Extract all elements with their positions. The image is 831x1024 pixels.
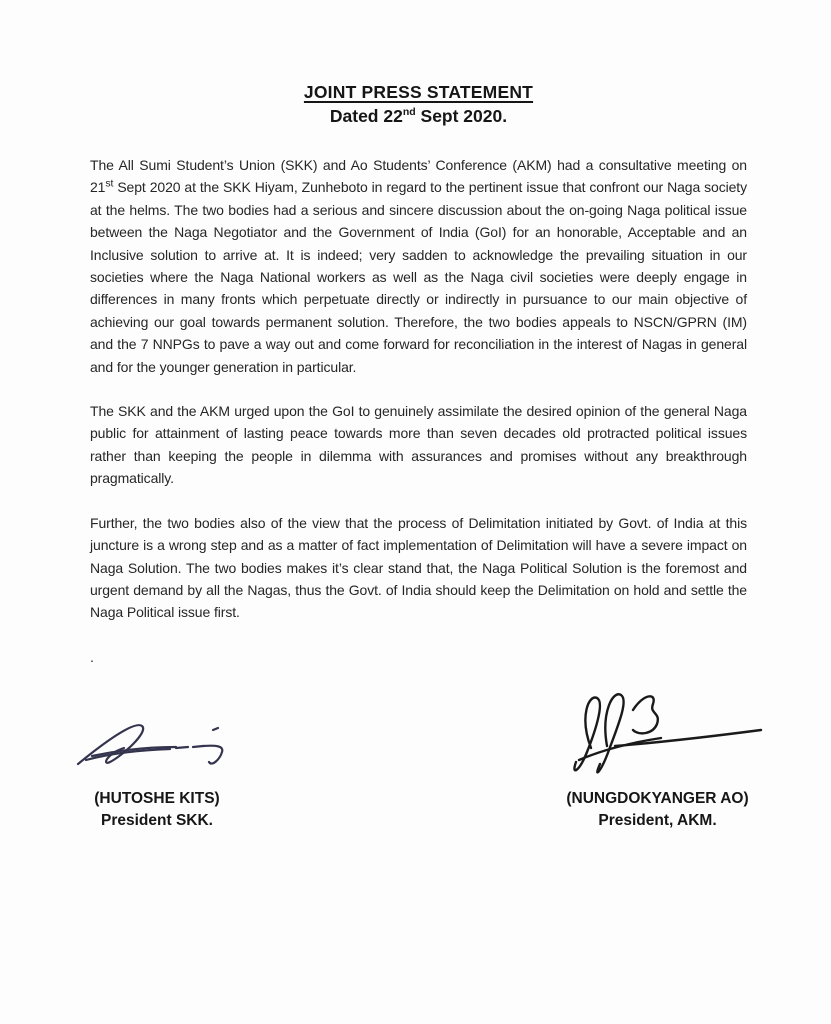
signature-block-akm — [540, 686, 775, 832]
signature-ink-hutoshe — [72, 712, 242, 782]
signatory-name-right: (NUNGDOKYANGER AO) — [566, 790, 749, 807]
document-body — [90, 80, 747, 668]
paragraph-1-ordinal-superscript: st — [105, 177, 114, 190]
paragraph-2: The SKK and the AKM urged upon the GoI to genuinely assimilate the desired opinion of the general Naga public for attainment of lasting peace towards more than seven decades old protracted political issues rather than keeping the people in dilemma with assurances and promises without any breakthrough pragmatically. — [90, 403, 747, 487]
paragraph-3: Further, the two bodies also of the view that the process of Delimitation initiated by Govt. of India at this juncture is a wrong step and as a matter of fact implementation of Delimitation will have a severe impact on Naga Solution. The two bodies makes it’s clear stand that, the Naga Political Solution is the foremost and urgent demand by all the Nagas, thus the Govt. of India should keep the Delimitation on hold and settle the Naga Political issue first. — [90, 514, 747, 621]
signature-ink-nungdokyanger — [549, 686, 767, 782]
signatory-title-right: President, AKM. — [598, 812, 717, 829]
date-suffix: Sept 2020. — [415, 106, 508, 126]
paragraph-1-text-start: The All Sumi Student’s Union (SKK) and Ao Students’ Conference (AKM) had a consultative meeting on 21 — [90, 157, 747, 196]
statement-text — [90, 154, 747, 668]
document-title — [90, 80, 747, 104]
date-ordinal-superscript: nd — [402, 106, 416, 119]
signatory-title-left: President SKK. — [101, 812, 213, 829]
document-date — [90, 104, 747, 128]
signature-block-skk — [62, 712, 252, 832]
stray-period: . — [90, 648, 94, 665]
paragraph-1 — [90, 154, 747, 378]
paragraph-1-text-end: Sept 2020 at the SKK Hiyam, Zunheboto in regard to the pertinent issue that confront our Naga society at the helms. The two bodies had a serious and sincere discussion about the on-going Naga political issue between the Naga Negotiator and the Government of India (GoI) for an honorable, Acceptable and an Inclusive solution to arrive at. It is indeed; very sadden to acknowledge the prevailing situation in our societies where the Naga National workers as well as the Naga civil societies were deeply engage in differences in many fronts which perpetuate directly or indirectly in pursuance to our main objective of achieving our goal towards permanent solution. Therefore, the two bodies appeals to NSCN/GPRN (IM) and the 7 NNPGs to pave a way out and come forward for reconciliation in the interest of Nagas in general and for the younger generation in particular. — [90, 179, 747, 375]
date-prefix: Dated 22 — [329, 106, 403, 126]
document-title-text: JOINT PRESS STATEMENT — [303, 82, 534, 102]
signatory-name-left: (HUTOSHE KITS) — [94, 790, 220, 807]
